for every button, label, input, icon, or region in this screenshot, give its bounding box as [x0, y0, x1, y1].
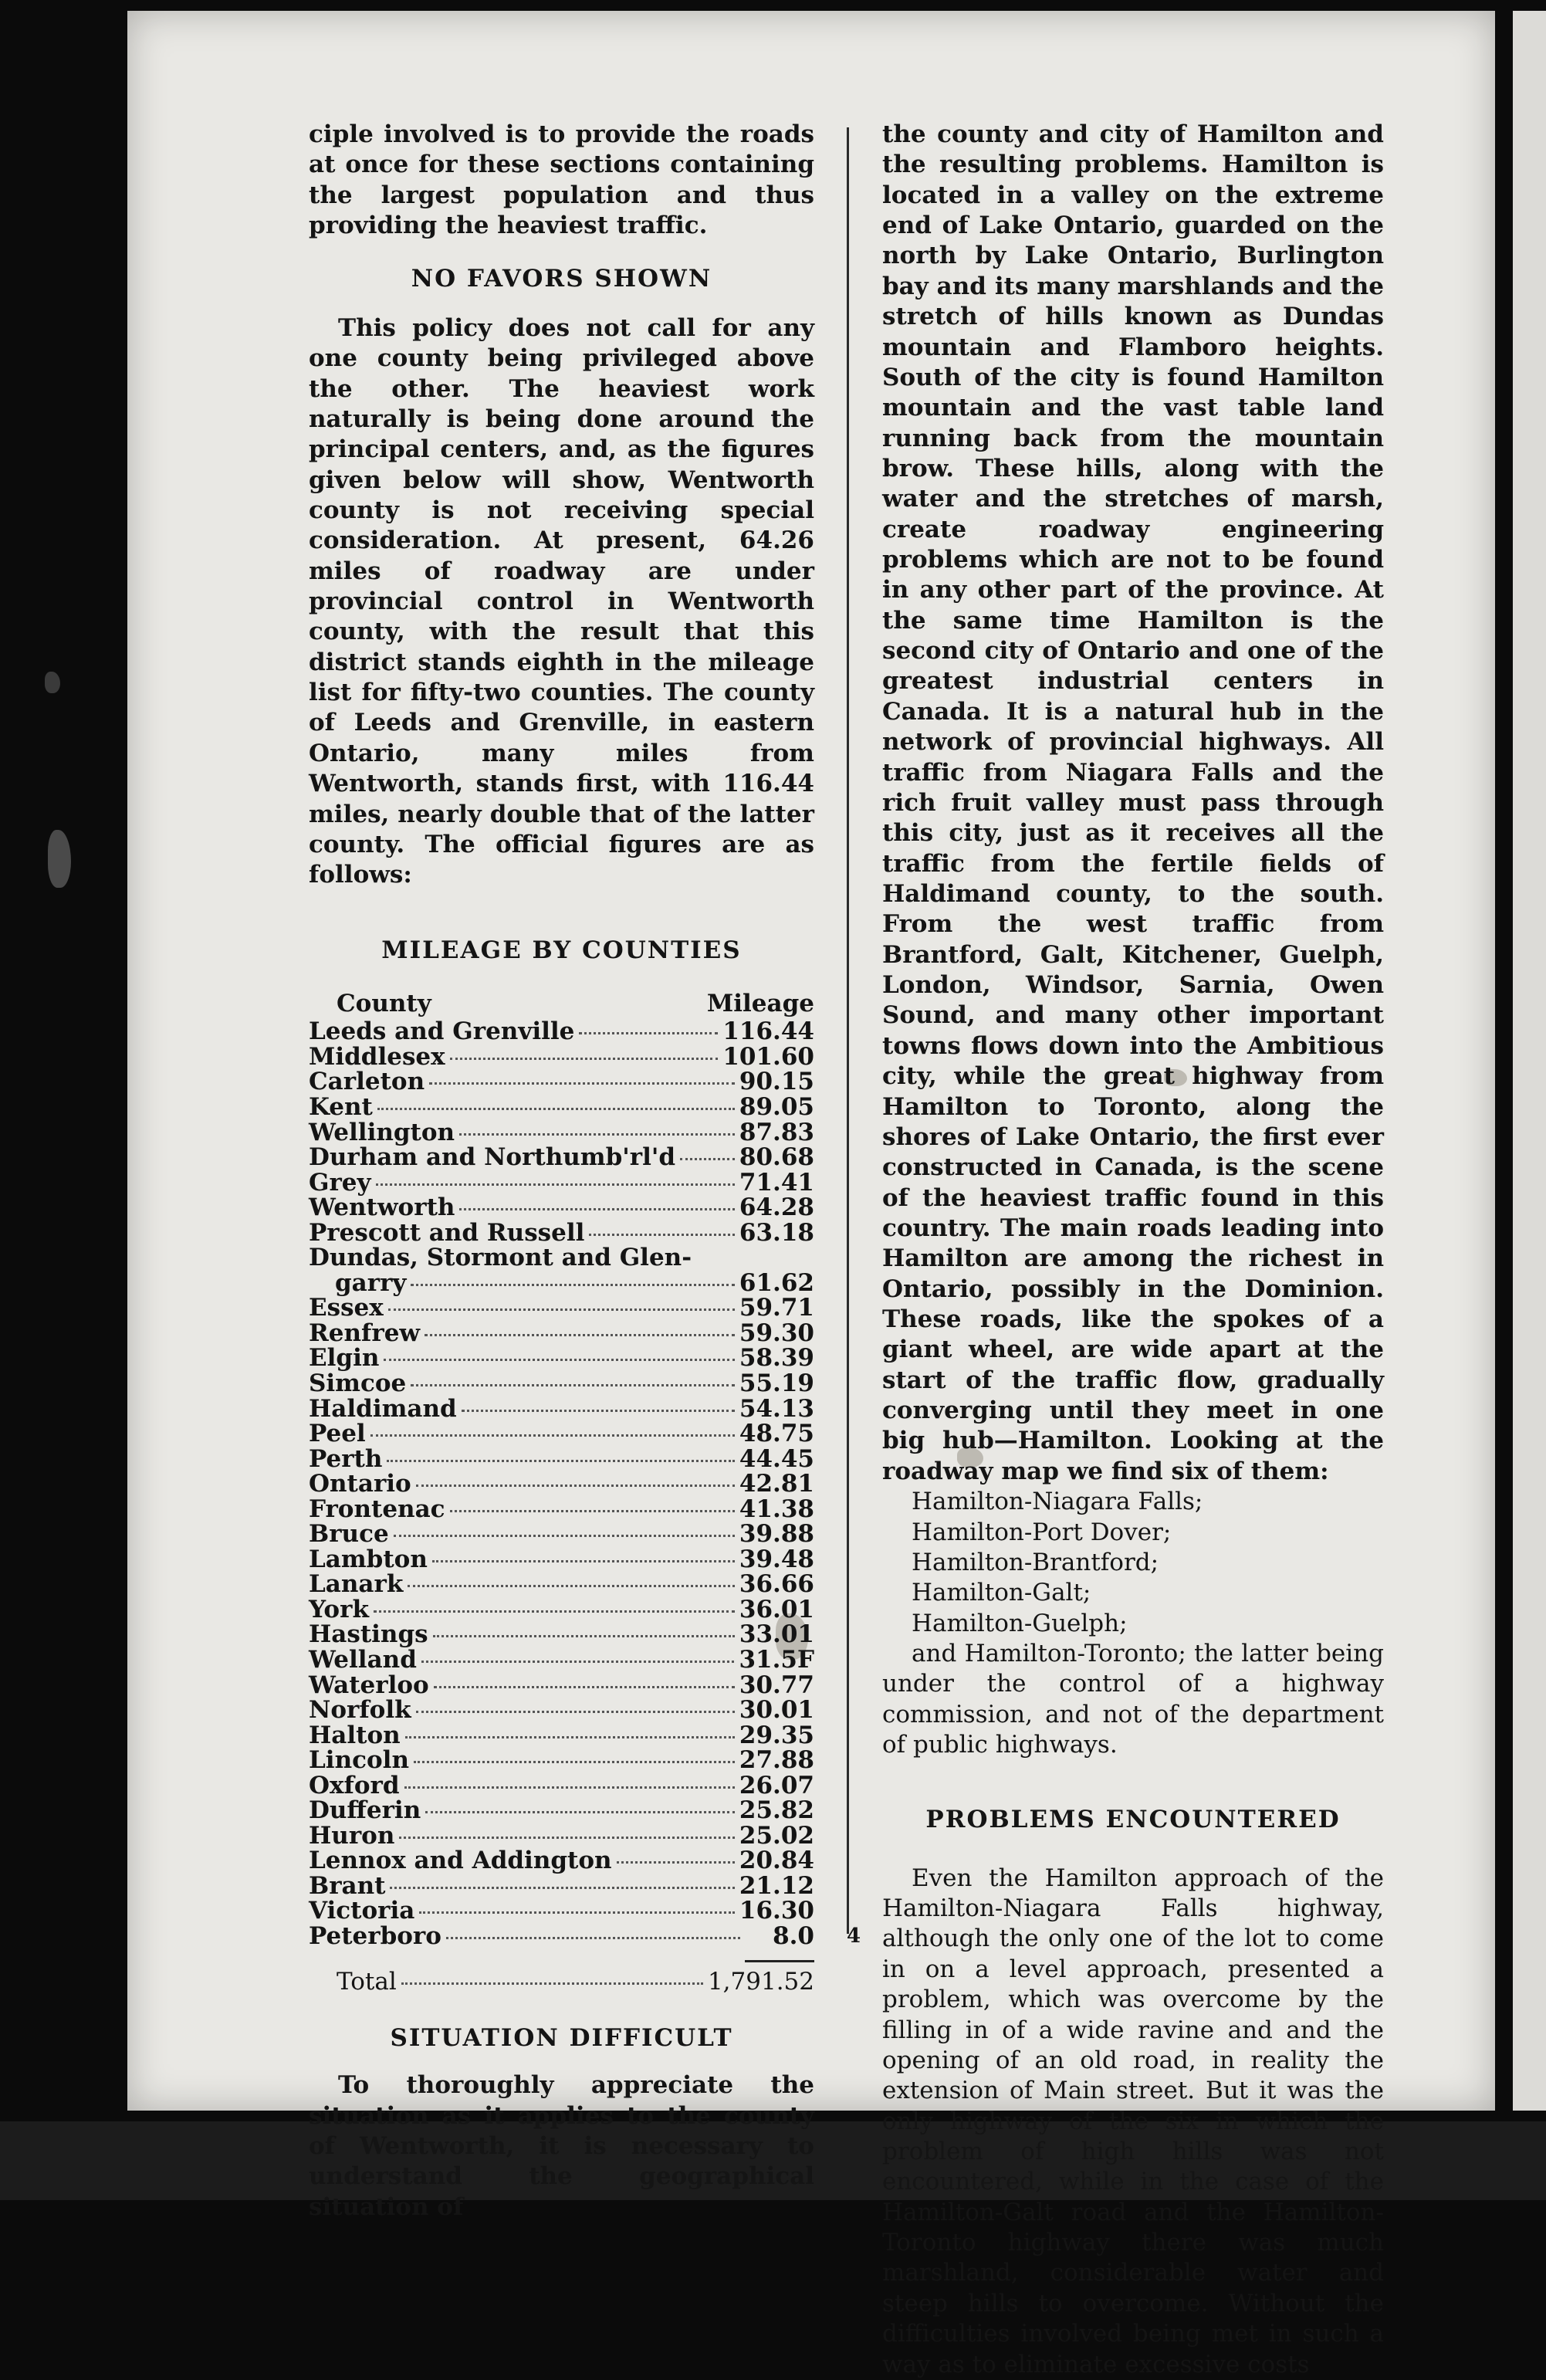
- mileage-value: 41.38: [739, 1495, 814, 1523]
- county-name: Grey: [309, 1168, 371, 1197]
- county-name: Welland: [309, 1646, 417, 1674]
- county-name: Norfolk: [309, 1696, 411, 1725]
- mileage-value: 44.45: [739, 1444, 814, 1473]
- mileage-column-header: Mileage: [706, 989, 814, 1017]
- leader-dots: [462, 1410, 735, 1412]
- county-name: Elgin: [309, 1344, 380, 1373]
- leader-dots: [405, 1736, 735, 1738]
- mileage-value: 42.81: [739, 1470, 814, 1498]
- leader-dots: [377, 1108, 735, 1110]
- mileage-table-header: [309, 989, 814, 1019]
- table-row: [309, 1723, 814, 1749]
- table-row: [309, 1798, 814, 1823]
- county-name: Peel: [309, 1420, 366, 1448]
- county-name: Leeds and Grenville: [309, 1017, 575, 1046]
- route-item: Hamilton-Port Dover;: [912, 1518, 1172, 1546]
- mileage-value: 26.07: [739, 1771, 814, 1799]
- leader-dots: [421, 1661, 735, 1663]
- mileage-value: 39.48: [739, 1545, 814, 1573]
- table-row: [309, 1195, 814, 1220]
- adjacent-page-edge: [1513, 11, 1546, 2111]
- mileage-value: 90.15: [739, 1068, 814, 1096]
- mileage-value: 36.01: [739, 1595, 814, 1623]
- county-name: Renfrew: [309, 1319, 421, 1347]
- leader-dots: [376, 1183, 735, 1186]
- mileage-value: 89.05: [739, 1092, 814, 1121]
- mileage-value: 25.02: [739, 1821, 814, 1850]
- table-row: [309, 1092, 814, 1121]
- route-list: [882, 1487, 1384, 1639]
- leader-dots: [411, 1384, 735, 1386]
- county-name: Frontenac: [309, 1495, 445, 1523]
- leader-dots: [374, 1610, 735, 1613]
- table-row: [309, 1673, 814, 1698]
- county-name: Wellington: [309, 1118, 455, 1146]
- table-row: [309, 1597, 814, 1623]
- mileage-value: 33.01: [739, 1620, 814, 1649]
- table-row: [309, 1871, 814, 1900]
- table-row: [309, 1044, 814, 1070]
- table-row: [309, 1346, 814, 1371]
- leader-dots: [416, 1485, 735, 1487]
- leader-dots: [425, 1334, 735, 1336]
- table-row: [309, 1698, 814, 1723]
- table-row: [309, 1170, 814, 1196]
- county-name: Dundas, Stormont and Glen-: [309, 1244, 692, 1272]
- county-name: York: [309, 1595, 369, 1623]
- leader-dots: [411, 1284, 734, 1286]
- leader-dots: [617, 1861, 735, 1864]
- mileage-value: 16.30: [739, 1897, 814, 1925]
- leader-dots: [459, 1133, 735, 1136]
- geography-paragraph: the county and city of Hamilton and the resulting problems. Hamilton is located in a valley on the extreme end of Lake Ontario, guarded on the north by Lake Ontario, Burlington bay and its many marshlands and the stretch of hills known as Dundas mountain and Flamboro heights. South of the city is found Hamilton mountain and the vast table land running back from the mountain brow. These hills, along with the water and the stretches of marsh, create roadway engineering problems which are not to be found in any other part of the province. At the same time Hamilton is the second city of Ontario and one of the greatest industrial centers in Canada. It is a natural hub in the network of provincial highways. All traffic from Niagara Falls and the rich fruit valley must pass through this city, just as it receives all the traffic from the fertile fields of Haldimand county, to the south. From the west traffic from Brantford, Galt, Kitchener, Guelph, London, Windsor, Sarnia, Owen Sound, and many other important towns flows down into the Ambitious city, while the great highway from Hamilton to Toronto, along the shores of Lake Ontario, the first ever constructed in Canada, is the scene of the heaviest traffic found in this country. The main roads leading into Hamilton are among the richest in Ontario, possibly in the Dominion. These roads, like the spokes of a giant wheel, are wide apart at the start of the traffic flow, gradually converging until they meet in one big hub—Hamilton. Looking at the roadway map we find six of them:: [882, 120, 1384, 1485]
- table-row: [309, 1220, 814, 1246]
- county-name: Brant: [309, 1871, 386, 1900]
- leader-dots: [401, 1982, 703, 1985]
- problems-paragraph: Even the Hamilton approach of the Hamilton-Niagara Falls highway, although the only one of the lot to come in on a level approach, presented a problem, which was overcome by the filling in of a wide ravine and and the opening of an old road, in reality the extension of Main street. But it was the only highway of the six in which the problem of high hills was not encountered, while in the case of the Hamilton-Galt road and the Hamilton-Toronto highway there was much marshland, considerable water and steep hills to overcome. Without the difficulties involved being met in such a way as to eliminate excessive costs: [882, 1864, 1384, 2378]
- county-name: Kent: [309, 1092, 373, 1121]
- total-value: 1,791.52: [707, 1967, 814, 1996]
- intro-paragraph: ciple involved is to provide the roads at once for these sections containing the largest population and thus providing the heaviest traffic.: [309, 120, 814, 240]
- table-row: [309, 1069, 814, 1095]
- heading-situation-difficult: SITUATION DIFFICULT: [390, 2023, 733, 2052]
- county-column-header: County: [337, 989, 431, 1017]
- route-item: Hamilton-Brantford;: [912, 1548, 1159, 1576]
- mileage-value: 39.88: [739, 1520, 814, 1549]
- heading-mileage-by-counties: MILEAGE BY COUNTIES: [381, 936, 742, 964]
- mileage-value: 21.12: [739, 1871, 814, 1900]
- mileage-value: 30.01: [739, 1696, 814, 1725]
- leader-dots: [432, 1560, 735, 1562]
- mileage-value: 20.84: [739, 1847, 814, 1875]
- column-divider: [847, 127, 849, 1934]
- county-name: Bruce: [309, 1520, 389, 1549]
- heading-problems-encountered: PROBLEMS ENCOUNTERED: [925, 1806, 1341, 1834]
- total-label: Total: [337, 1967, 397, 1996]
- table-row: [309, 1522, 814, 1547]
- table-row: [309, 1748, 814, 1773]
- county-name: Victoria: [309, 1897, 415, 1925]
- route-item: Hamilton-Galt;: [912, 1579, 1091, 1607]
- mileage-value: 59.30: [739, 1319, 814, 1347]
- county-name: Lennox and Addington: [309, 1847, 612, 1875]
- mileage-value: 64.28: [739, 1193, 814, 1222]
- leader-dots: [425, 1811, 735, 1813]
- favors-paragraph: This policy does not call for any one county being privileged above the other. The heaviest work naturally is being done around the principal centers, and, as the figures given below will show, Wentworth county is not receiving special consideration. At present, 64.26 miles of roadway are under provincial control in Wentworth county, with the result that this district stands eighth in the mileage list for fifty-two counties. The county of Leeds and Grenville, in eastern Ontario, many miles from Wentworth, stands first, with 116.44 miles, nearly double that of the latter county. The official figures are as follows:: [309, 313, 814, 889]
- leader-dots: [390, 1887, 734, 1889]
- county-name: Carleton: [309, 1068, 425, 1096]
- table-row: [309, 1120, 814, 1146]
- toronto-paragraph: and Hamilton-Toronto; the latter being under the control of a highway commission, and not of the department of public highways.: [882, 1639, 1384, 1759]
- leader-dots: [394, 1535, 735, 1537]
- county-name: Huron: [309, 1821, 395, 1850]
- mileage-value: 36.66: [739, 1570, 814, 1599]
- leader-dots: [384, 1359, 735, 1361]
- mileage-table: [309, 1017, 814, 1951]
- leader-dots: [419, 1911, 735, 1914]
- right-column: [882, 120, 1384, 2380]
- table-row: [309, 1421, 814, 1447]
- county-name: Simcoe: [309, 1369, 407, 1397]
- county-name: Wentworth: [309, 1193, 455, 1222]
- leader-dots: [450, 1058, 719, 1060]
- table-row: [309, 1145, 814, 1170]
- county-name: Peterboro: [309, 1922, 441, 1951]
- table-row: [309, 1019, 814, 1044]
- mileage-value: 25.82: [739, 1796, 814, 1825]
- county-name: Ontario: [309, 1470, 411, 1498]
- table-row: [309, 1321, 814, 1346]
- mileage-value: 27.88: [739, 1746, 814, 1775]
- county-name: Dufferin: [309, 1796, 421, 1825]
- county-name: Durham and Northumb'rl'd: [309, 1143, 676, 1172]
- county-name-continued: [309, 1268, 814, 1297]
- mileage-value: 71.41: [739, 1168, 814, 1197]
- mileage-value: 30.77: [739, 1671, 814, 1699]
- county-name: Halton: [309, 1721, 401, 1749]
- leader-dots: [450, 1510, 735, 1512]
- leader-dots: [414, 1761, 735, 1763]
- leader-dots: [589, 1234, 735, 1236]
- table-row: [309, 1848, 814, 1874]
- table-row: [309, 1898, 814, 1924]
- mileage-value: 87.83: [739, 1118, 814, 1146]
- leader-dots: [408, 1585, 735, 1587]
- county-name: Lambton: [309, 1545, 428, 1573]
- route-item: Hamilton-Niagara Falls;: [912, 1488, 1203, 1516]
- mileage-value: 101.60: [722, 1042, 814, 1071]
- route-item: Hamilton-Guelph;: [912, 1609, 1128, 1637]
- county-name: Haldimand: [309, 1394, 457, 1423]
- table-row: [309, 1295, 814, 1321]
- leader-dots: [459, 1208, 735, 1210]
- table-row: [309, 1622, 814, 1647]
- leader-dots: [446, 1937, 740, 1939]
- mileage-value: 58.39: [739, 1344, 814, 1373]
- table-row: [309, 1647, 814, 1673]
- table-row: [309, 1547, 814, 1573]
- county-name: Lanark: [309, 1570, 404, 1599]
- leader-dots: [416, 1711, 735, 1713]
- scan-artifact-mark: [48, 830, 71, 888]
- situation-paragraph: To thoroughly appreciate the situation as it applies to the county of Wentworth, it is necessary to understand the geographical situation of: [309, 2071, 814, 2221]
- leader-dots: [399, 1837, 735, 1839]
- table-row: [309, 1245, 814, 1295]
- county-name: Perth: [309, 1444, 383, 1473]
- table-row: [309, 1444, 814, 1473]
- mileage-value: 63.18: [739, 1218, 814, 1247]
- leader-dots: [404, 1786, 735, 1789]
- county-name: Hastings: [309, 1620, 428, 1649]
- total-row: [309, 1967, 814, 1997]
- county-name: Prescott and Russell: [309, 1218, 585, 1247]
- mileage-value: 54.13: [739, 1394, 814, 1423]
- county-name: Oxford: [309, 1771, 400, 1799]
- mileage-value: 59.71: [739, 1294, 814, 1322]
- county-name: Lincoln: [309, 1746, 409, 1775]
- leader-dots: [434, 1686, 735, 1688]
- leader-dots: [370, 1434, 735, 1437]
- mileage-value: 31.5F: [739, 1646, 814, 1674]
- scan-artifact-mark: [45, 672, 60, 693]
- mileage-value: 116.44: [722, 1017, 814, 1046]
- leader-dots: [680, 1158, 735, 1160]
- leader-dots: [388, 1308, 735, 1311]
- county-name-line2: garry: [335, 1268, 407, 1297]
- leader-dots: [429, 1082, 735, 1085]
- table-row: [309, 1371, 814, 1397]
- table-row: [309, 1924, 814, 1949]
- mileage-value: 8.0: [773, 1922, 814, 1951]
- leader-dots: [579, 1032, 718, 1034]
- mileage-value: 80.68: [739, 1143, 814, 1172]
- page-number: 4: [847, 1925, 861, 1948]
- total-rule: [745, 1960, 814, 1962]
- county-name: Middlesex: [309, 1042, 445, 1071]
- mileage-value: 61.62: [739, 1268, 814, 1297]
- leader-dots: [387, 1460, 735, 1462]
- heading-no-favors-shown: NO FAVORS SHOWN: [411, 265, 712, 293]
- leader-dots: [433, 1635, 735, 1637]
- table-row: [309, 1497, 814, 1522]
- county-name: Waterloo: [309, 1671, 429, 1699]
- table-row: [309, 1394, 814, 1423]
- mileage-value: 48.75: [739, 1420, 814, 1448]
- table-row: [309, 1471, 814, 1497]
- mileage-value: 29.35: [739, 1721, 814, 1749]
- table-row: [309, 1773, 814, 1799]
- left-column: [309, 120, 814, 2223]
- mileage-value: 55.19: [739, 1369, 814, 1397]
- county-name: Essex: [309, 1294, 384, 1322]
- table-row: [309, 1823, 814, 1849]
- table-row: [309, 1572, 814, 1597]
